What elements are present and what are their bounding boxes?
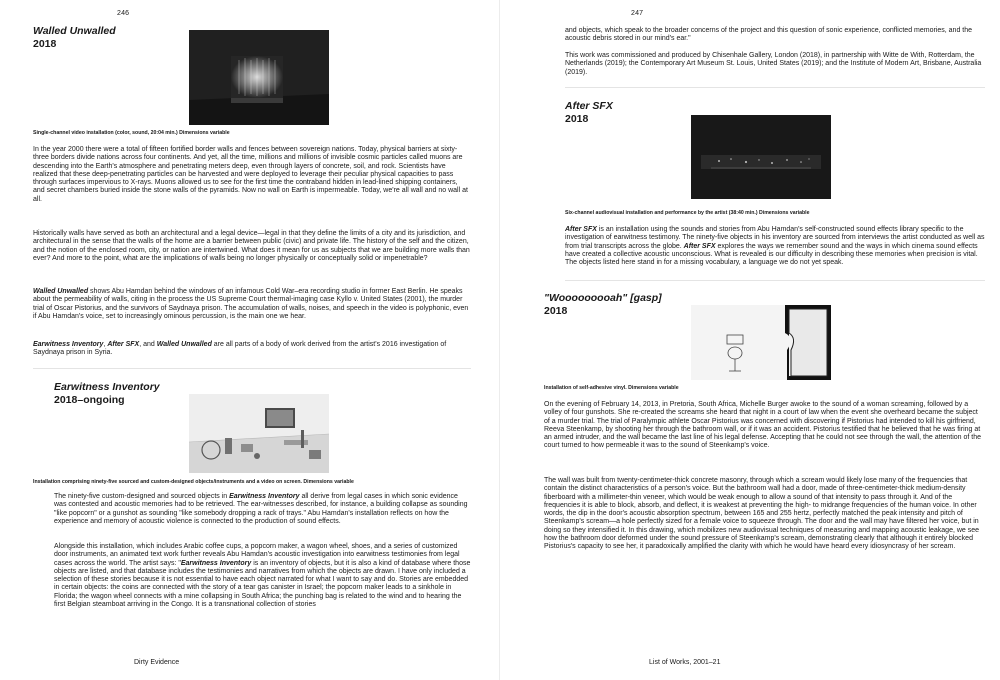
installation-photo-image — [189, 394, 329, 473]
work-title-inline: Earwitness Inventory — [33, 341, 104, 348]
body-paragraph — [33, 341, 471, 358]
door-deformation-illustration — [691, 305, 831, 380]
right-page — [500, 0, 1000, 680]
gallery-objects-illustration — [189, 394, 329, 473]
work-year: 2018–ongoing — [54, 394, 125, 406]
paragraph-text: Alongside this installation, which includes Arabic coffee cups, a popcorn maker, a wagon wheel, shoes, and a series of customized door instruments, an animated text work further reveals Abu Hamdan's acoustic investigation into earwitness testimonies from legal cases across the world. The artist says: " — [54, 543, 460, 567]
running-footer: List of Works, 2001–21 — [649, 659, 721, 666]
body-paragraph — [33, 288, 471, 321]
work-title: "Wooooooooah" [gasp] — [544, 292, 662, 304]
paragraph-text: are all parts of a body of work derived from the artist's 2016 investigation of Saydnaya prison in Syria. — [33, 341, 447, 357]
paragraph-text: , — [103, 341, 108, 348]
body-paragraph — [54, 493, 472, 526]
image-caption: Installation of self-adhesive vinyl. Dimensions variable — [544, 385, 679, 391]
body-paragraph — [565, 226, 985, 267]
image-caption: Single-channel video installation (color, sound, 20:04 min.) Dimensions variable — [33, 130, 230, 136]
body-paragraph: and objects, which speak to the broader concerns of the project and this question of sonic experience, conflicted memories, and the acoustic debris stored in our mind's ear." — [565, 27, 973, 43]
section-divider — [565, 280, 985, 281]
image-caption: Six-channel audiovisual installation and performance by the artist (38:40 min.) Dimensions variable — [565, 210, 810, 216]
paragraph-text: is an inventory of objects, but it is also a kind of database where those objects are listed, and that database includes the testimonies and narratives from which the objects are drawn. I have only included a selection of these stories because it is not essential to have each object narrated for what I want to say and do. Stories are embedded in certain objects: the coins are connected with the story of a tear gas canister in Israel; the popcorn maker leads to a sinkhole in Florida; the wagon wheel connects with a mine collapsing in South Africa; the punching bag is related to the wind and to hearing the first Belgian steamboat arriving in the Congo. It is a transnational collection of stories — [54, 559, 471, 609]
work-title: Earwitness Inventory — [54, 381, 160, 393]
work-title-inline: Walled Unwalled — [156, 341, 212, 348]
work-title-inline: Earwitness Inventory — [180, 559, 252, 567]
work-year: 2018 — [565, 113, 589, 125]
dark-room-illustration — [189, 30, 329, 125]
work-title-inline: After SFX — [565, 226, 597, 233]
body-paragraph: Historically walls have served as both an architectural and a legal device—legal in that they define the limits of a city and its jurisdiction, and architectural in the sense that the walls of the home are a barrier between public (civic) and private life. The history of the self and the citizen, and the notion of the enclosed room, city, or nation are intertwined. What does it mean for us as subjects that we are building more walls than ever? And more to the point, what are the implications of walls being no longer physically or conceptually solid or impenetrable? — [33, 230, 470, 262]
running-footer: Dirty Evidence — [134, 659, 180, 666]
section-divider — [565, 87, 985, 88]
work-year: 2018 — [33, 38, 57, 50]
dark-installation-illustration — [691, 115, 831, 199]
work-title-inline: After SFX — [683, 242, 716, 250]
image-caption: Installation comprising ninety-five sourced and custom-designed objects/instruments and a video on screen. Dimensions variable — [33, 479, 354, 485]
work-title-inline: Earwitness Inventory — [229, 493, 300, 500]
page-number: 246 — [117, 10, 130, 17]
paragraph-text: is an installation using the sounds and stories from Abu Hamdan's self-constructed sound effects library specific to the investigation of earwitness testimony. The ninety-five objects in his inventory are sourced from interviews the artist conducted as well as from trial transcripts across the globe. — [565, 226, 985, 250]
paragraph-text: all derive from legal cases in which sonic evidence was contested and acoustic memories had to be retrieved. The ear-witnesses described, for instance, a building collapse as sounding "like popcorn" or a gunshot as sounding "like somebody dropping a rack of trays." Abu Hamdan's installation reflects on how the experience and memory of acoustic violence is connected to the production of sound effects. — [54, 493, 468, 525]
work-title-inline: After SFX — [107, 341, 140, 348]
work-title: Walled Unwalled — [33, 25, 116, 37]
work-title-inline: Walled Unwalled — [33, 288, 89, 295]
work-year: 2018 — [544, 305, 568, 317]
paragraph-text: , and — [139, 341, 157, 348]
video-still-image — [189, 30, 329, 125]
paragraph-text: explores the ways we remember sound and the ways in which cinema sound effects have created a collective acoustic unconscious. What is revealed is our difficulty in describing these memories when precision is vital. The objects listed here stand in for a missing vocabulary, a language we do not yet speak. — [565, 242, 978, 267]
body-paragraph: In the year 2000 there were a total of fifteen fortified border walls and fences between sovereign nations. Today, physical barriers at sixty-three borders divide nations across four continents. And yet, all the time, millions and millions of invisible cosmic particles called muons are descending into the Earth's atmosphere and penetrating meters deep, even through layers of concrete, soil, and rock. Scientists have realized that these deep-penetrating particles can be harvested and were deployed to leverage their peculiar physical capacities to pass through surfaces impervious to X-rays. Muons allowed us to see for the first time the contraband hidden in lead-lined shipping containers, and secret chambers buried inside the stone walls of the pyramids. Now no wall on Earth is impermeable. Today, we're all wall and no wall at all. — [33, 146, 468, 203]
body-paragraph: On the evening of February 14, 2013, in Pretoria, South Africa, Michelle Burger awoke to the sound of a woman screaming, followed by a volley of four gunshots. She re-created the screams she heard that night in a court of law when the event she overheard became the subject of a murder trial. The trial of Paralympic athlete Oscar Pistorius was concerned with discovering if Pistorius had intended to kill his girlfriend, Reeva Steenkamp, by shooting her through the bathroom wall, or if it was an accident. Pistorius testified that he believed that he was firing at an armed intruder, and the wall became the last line of his legal defense. Accepting that he could not see through the wall, the attention of the court turned to how permeable it was to the sound of Steenkamp's voice. — [544, 401, 982, 450]
body-paragraph: This work was commissioned and produced by Chisenhale Gallery, London (2018), in partnership with Witte de With, Rotterdam, the Netherlands (2019); the Contemporary Art Museum St. Louis, United States (2019); and the Institute of Modern Art, Brisbane, Australia (2019). — [565, 52, 982, 76]
body-paragraph — [54, 543, 472, 609]
paragraph-text: shows Abu Hamdan behind the windows of an infamous Cold War–era recording studio in former East Berlin. He speaks about the permeability of walls, citing in the process the US Supreme Court thermal-imaging case Kyllo v. United States (2001), the murder trial of Oscar Pistorius, and the survivors of Saydnaya prison. The accumulation of walls, noises, and speech in the video is polyphonic, even if Abu Hamdan's voice, set to increasingly ominous percussion, is the main one we hear. — [33, 288, 469, 320]
vinyl-drawing-image — [691, 305, 831, 380]
installation-still-image — [691, 115, 831, 199]
section-divider — [33, 368, 471, 369]
page-number: 247 — [631, 10, 644, 17]
paragraph-text: The ninety-five custom-designed and sourced objects in — [54, 493, 230, 500]
body-paragraph: The wall was built from twenty-centimeter-thick concrete masonry, through which a scream would likely lose many of the frequencies that contain the distinct characteristics of a person's voice. But the bathroom wall had a door, made of three-centimeter-thick medium-density fiberboard with a millimeter-thin veneer, which would be weak enough to allow a sound of that intensity to pass through it. And of the frequencies it is able to block, absorb, and deflect, it is weakest at preventing the high- to midrange frequencies of the human voice. In other words, the dip in the door's acoustic absorption spectrum, between 165 and 255 hertz, perfectly matched the peak intensity and pitch of Steenkamp's scream—a hole perfectly sized for a female voice to squeeze through. The door and the wall may have filtered her voice, but in doing so they intensified it. In this drawing, which mobilizes new audiovisual techniques of measuring and mapping acoustic leakage, we see how the bathroom door deformed under the sound pressure of Steenkamp's scream, demonstrating clearly that although it entirely blocked Pistorius's capacity to see her, it paradoxically amplified the clarity with which he would have heard every idiosyncrasy of her scream. — [544, 477, 980, 551]
work-title: After SFX — [565, 100, 613, 112]
